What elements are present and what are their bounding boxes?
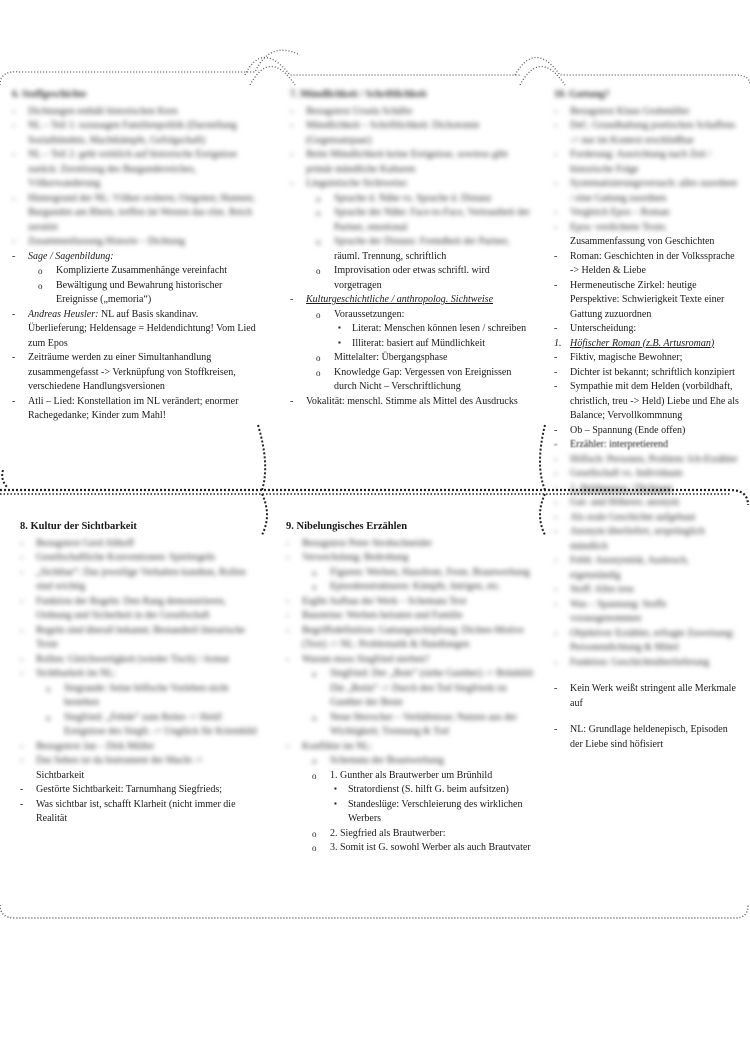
list-item: - Gesellschaft vs. Individuum [554, 468, 683, 479]
list-item: - Bezugstext Ursula Schäfer [290, 105, 413, 117]
list-item: o Voraussetzungen: [316, 308, 405, 320]
erzaehler-item: - Erzähler: interpretierend [554, 439, 668, 450]
section-10-title: 10. Gattung? [554, 89, 610, 100]
list-item: o 2. Siegfried als Brautwerber: [312, 827, 446, 839]
list-item: o Schemata der Brautwerbung [312, 755, 444, 766]
section-8-title: 8. Kultur der Sichtbarkeit [20, 521, 137, 532]
list-item: - Systematisierungsversuch: alles zuordnen / eine Gattung zuordnen [554, 178, 738, 204]
section-10-blurred-2 [554, 453, 740, 671]
top-arc-right [520, 67, 565, 86]
list-item: o Episodenstrukturen: Kämpfe, Intrigen, etc. [312, 581, 502, 592]
list-item: - Bezugstext Gerd Althoff [20, 537, 135, 549]
list-item: - „Sichtbar“: Das jeweilige Verhalten kundtun, Rollen sind wichtig [20, 566, 246, 592]
distanz-continuation: räuml. Trennung, schriftlich [334, 250, 447, 262]
top-rounded-border [0, 50, 750, 85]
section-7-title: 7. Mündlichkeit / Schriftlichkeit [290, 89, 427, 100]
list-item: - Was sichtbar ist, schafft Klarheit (nicht immer die Realität [20, 798, 236, 824]
list-item: - Zeiträume werden zu einer Simultanhandlung zusammengefasst -> Verknüpfung von Stoffkreisen, verschiedene Handlungsversionen [12, 352, 236, 392]
left-edge-upper [2, 470, 8, 488]
list-item: o Bewältigung und Bewahrung historischer Ereignisse („memoria“) [38, 279, 223, 305]
list-item: - Atli – Lied: Konstellation im NL verändert; enormer Rachegedanke; Kinder zum Mahl! [12, 395, 239, 421]
list-item: - Objektiver Erzähler, erfragte Zuweisung: Personendichtung & Mittel [554, 627, 735, 653]
list-item: - Gut- und Höheres: anonym [554, 497, 680, 508]
list-item: - Epos: verdichtete Texte; [554, 221, 667, 233]
list-item: - Funktion: Geschichtsüberlieferung [554, 656, 710, 668]
list-item: o Figuren: Werben, Hausfeste, Feste, Brautwerbung [312, 566, 530, 578]
list-item: - Was – Spannung: Stoffe vorausgenommen [554, 598, 667, 624]
list-item: - Fehlt: Anonymität, Ausbruch, eigenständig [554, 555, 689, 581]
list-item: ▪ Illiterat: basiert auf Mündlichkeit [338, 337, 486, 349]
list-item: - Verwechslung; Bedrohung [286, 552, 409, 563]
section-9-blurred [286, 537, 536, 769]
section-6-blurred [12, 105, 257, 250]
list-item: - Sichtbarkeit im NL: [20, 668, 116, 679]
list-item: - Das Sehen ist da Instrument der Macht -> [20, 755, 203, 766]
section-6 [12, 88, 257, 424]
list-item: - Fiktiv, magische Bewohner; [554, 352, 683, 363]
list-item: - Begriffsdefinition: Gattungsschöpfung: Dichter-Motive (Text) -> NL: Problematik & Handlungen [286, 624, 524, 650]
list-item: o Knowledge Gap: Vergessen von Ereignissen durch Nicht – Verschriftlichung [316, 366, 512, 392]
column-divider-upper-right [540, 425, 545, 490]
list-item: o 1. Gunther als Brautwerber um Brünhild [312, 769, 493, 781]
epos-continuation: Zusammenfassung von Geschichten [570, 236, 715, 247]
list-item: - Gestörte Sichtbarkeit: Tarnumhang Siegfrieds; [20, 784, 223, 795]
list-item: o Sprache der Distanz: Fremdheit der Partner, [316, 236, 510, 247]
sichtbarkeit-continuation: Sichtbarkeit [36, 769, 85, 781]
column-divider-upper-left [258, 425, 265, 490]
list-item: - Bausteine: Werben heiraten und Familie [286, 610, 463, 621]
section-9 [286, 520, 536, 856]
list-item: - Regeln sind überall bekannt; Bestandteil literarische Texte [20, 624, 246, 650]
kultur-heading: - Kulturgeschichtliche / anthropolog. Sichtweise [290, 294, 494, 305]
list-item: - Stoff: Alles treu [554, 584, 634, 595]
list-item: o Siegfried: „Fehde“ zum Reiter -> Held! Ereignisse des Siegfr. -> Unglück für Kriemhild [46, 711, 257, 737]
section-9-title: 9. Nibelungisches Erzählen [286, 521, 408, 532]
list-item: o Neue Herrscher – Verhältnisse; Nutzen aus der Wichtigkeit; Trennung & Tod [312, 711, 517, 737]
list-item: - 2. Heldenepos / Dichtung [554, 482, 673, 494]
list-item: - Hermeneutische Zirkel: heutige Perspektive: Schwierigkeit Texte einer Gattung zuzuordnen [554, 279, 725, 320]
list-item: - Ergibt Aufbau der Werk – Schemata Text [286, 595, 467, 607]
section-10 [554, 88, 740, 752]
list-item: - Dichter ist bekannt; schriftlich konzipiert [554, 366, 735, 378]
list-item: - Gesellschaftliche Konventionen: Spielregeln [20, 552, 215, 563]
list-item: ▪ Stratordienst (S. hilft G. beim aufsitzen) [334, 784, 509, 795]
list-item: - Funktion der Regeln: Den Rang demonstrieren, Ordnung und Sicherheit in der Gesellschaft [20, 595, 226, 621]
list-item: - Mündlichkeit – Schriftlichkeit: Dichotomie (Gegensatzpaar) [290, 120, 480, 146]
list-item: - Beim Mündlichkeit keine Ereignisse, sowieso gibt primär mündliche Kulturen [290, 149, 508, 175]
list-item: o 3. Somit ist G. sowohl Werber als auch Brautvater [312, 842, 531, 853]
list-item: o Siegrande: Seine höfische Vorleben nicht bestehen [46, 682, 229, 708]
list-item: - Anonym überliefert, ursprünglich mündlich [554, 526, 705, 552]
section-7 [290, 88, 535, 409]
list-item: - Bezugstext Klaus Grubmüller [554, 105, 690, 117]
hofisch-heading: 1. Höfischer Roman (z.B. Artusroman) [554, 337, 715, 349]
list-item: - Forderung: Ausrichtung nach Zeit / historische Folge [554, 149, 712, 175]
list-item: o Komplizierte Zusammenhänge vereinfacht [38, 265, 228, 276]
section-10-blurred [554, 105, 740, 236]
list-item: - Kein Werk weißt stringent alle Merkmale auf [554, 683, 736, 709]
list-item: - Unterscheidung: [554, 323, 637, 334]
column-divider-lower-right [540, 494, 545, 535]
list-item: ▪ Literat: Menschen können lesen / schreiben [338, 323, 527, 334]
sage-heading: - Sage / Sagenbildung: [12, 250, 114, 262]
list-item: o Sprache der Nähe: Face-to-Face, Vertrautheit der Partner, emotional [316, 207, 530, 233]
list-item: - Rollen: Gleichwertigkeit (wieder Tisch) / Armut [20, 653, 230, 665]
list-item: - Bezugstext Peter Strohschneider [286, 537, 432, 549]
list-item: ▪ Standeslüge: Verschleierung des wirklichen Werbers [334, 798, 523, 824]
list-item: - Höfisch: Personen, Problem: Ich-Erzähler [554, 453, 738, 465]
list-item: - Dichtungen enthält historischen Kern [12, 105, 178, 117]
section-8-blurred [20, 537, 260, 769]
column-divider-lower-left [262, 494, 267, 535]
section-7-blurred [290, 105, 535, 250]
list-item: - Bezugstext Jan – Dirk Müller [20, 740, 155, 752]
list-item: - NL – Teil 2: geht wirklich auf historische Ereignisse zurück: Zerstörung des Burgunderreiches, Völkerwanderung [12, 149, 238, 189]
list-item: o Improvisation oder etwas schriftl. wird vorgetragen [316, 265, 490, 291]
list-item: o Siegfried: Der „Bote“ (siehe Gunther) -> Brünhild: Die „Botin“ -> Durch den Tod Siegfrieds ist Gunther der Beste [312, 668, 535, 708]
list-item: - Als orale Geschichte aufgebaut [554, 511, 696, 523]
section-6-title: 6. Stoffgeschichte [12, 89, 87, 100]
list-item: - Roman: Geschichten in der Volkssprache -> Helden & Liebe [554, 250, 735, 276]
bottom-border [0, 905, 748, 918]
list-item: o Mittelalter: Übergangsphase [316, 352, 448, 363]
list-item: o Sprache d. Nähe vs. Sprache d. Distanz [316, 192, 492, 204]
list-item: - NL – Teil 1: sozusagen Familienpolitik (Darstellung Sozialbündnis, Machtkämpfe, Gefolgschaft) [12, 120, 237, 146]
list-item: - Def.: Grundhaltung poetischen Schaffens -> nur im Kontext erschließbar [554, 120, 736, 146]
list-item: - Zusammenfassung Historie – Dichtung [12, 236, 185, 247]
list-item: - Hintergrund der NL: Völker erobern; Ostgoten; Hunnen; Burgunden am Rhein, treffen im Westen das röm. Reich zerstört [12, 192, 255, 233]
top-arc-left [250, 67, 295, 86]
list-item: - Konflikte im NL: [286, 740, 372, 752]
list-item: - Warum muss Siegfried sterben? [286, 653, 430, 665]
list-item: - Vergleich Epos – Roman [554, 207, 670, 218]
list-item: - Vokalität: menschl. Stimme als Mittel des Ausdrucks [290, 395, 518, 407]
list-item: - NL: Grundlage heldenepisch, Episoden der Liebe sind höfisiert [554, 724, 728, 750]
list-item: - Ob – Spannung (Ende offen) [554, 424, 686, 436]
section-8 [20, 520, 260, 827]
heusler-item: - Andreas Heusler: NL auf Basis skandinav. Überlieferung; Heldensage = Heldendichtung! Vom Lied zum Epos [12, 308, 256, 349]
list-item: - Linguistische Sichtweise: [290, 178, 409, 189]
list-item: - Sympathie mit dem Helden (vorbildhaft, christlich, treu -> Held) Liebe und Ehe als Balance; Vervollkommnung [554, 381, 739, 421]
